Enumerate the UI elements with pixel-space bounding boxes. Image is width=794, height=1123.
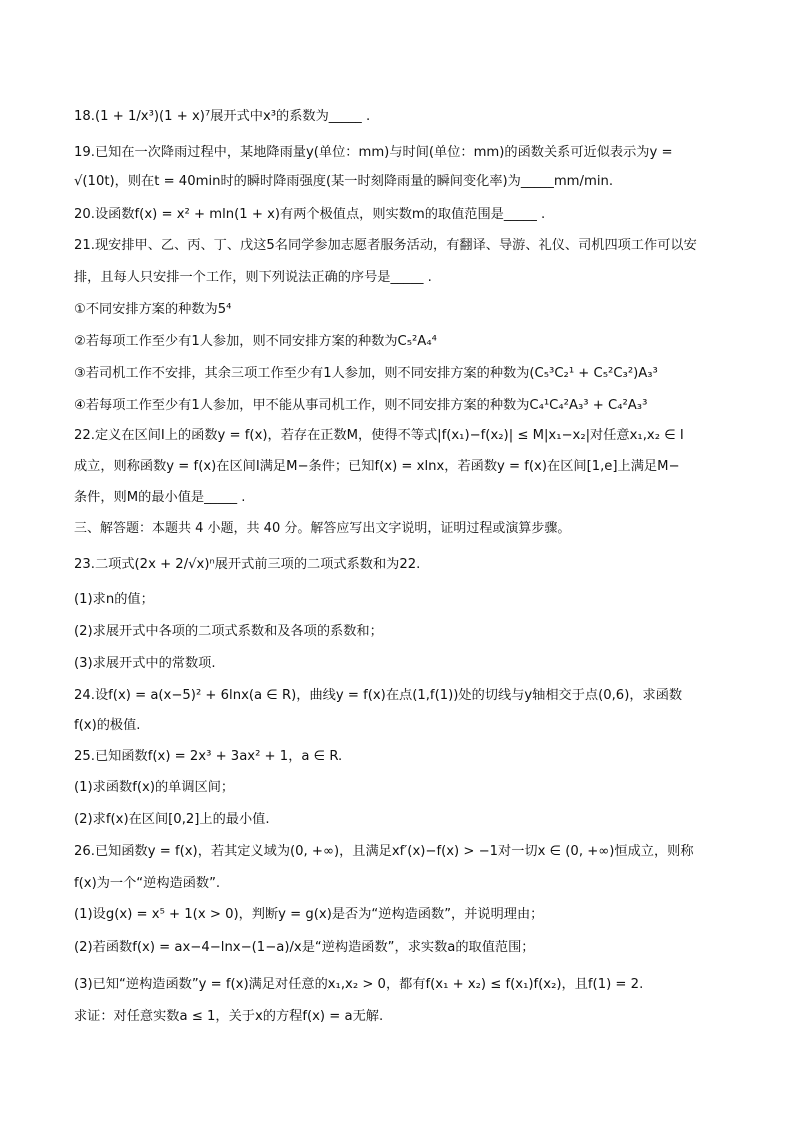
section-heading: 三、解答题：本题共 4 小题，共 40 分。解答应写出文字说明，证明过程或演算步骤。 bbox=[74, 521, 571, 536]
question-22-line-3: 条件，则M的最小值是_____ . bbox=[74, 490, 246, 505]
question-26-line-1: 26.已知函数y = f(x)，若其定义域为(0, +∞)，且满足xf′(x)−f(x) > −1对一切x ∈ (0, +∞)恒成立，则称 bbox=[74, 844, 694, 859]
question-22-line-1: 22.定义在区间I上的函数y = f(x)，若存在正数M，使得不等式|f(x₁)−f(x₂)| ≤ M|x₁−x₂|对任意x₁,x₂ ∈ I bbox=[74, 428, 684, 443]
question-19-line-1: 19.已知在一次降雨过程中，某地降雨量y(单位：mm)与时间(单位：mm)的函数关系可近似表示为y = bbox=[74, 145, 673, 160]
question-18: 18.(1 + 1/x³)(1 + x)⁷展开式中x³的系数为_____ . bbox=[74, 109, 371, 124]
question-24-line-2: f(x)的极值. bbox=[74, 718, 141, 733]
question-26-part-3: (3)已知“逆构造函数”y = f(x)满足对任意的x₁,x₂ > 0，都有f(x₁ + x₂) ≤ f(x₁)f(x₂)，且f(1) = 2. bbox=[74, 977, 644, 992]
question-21-option-1: ①不同安排方案的种数为5⁴ bbox=[74, 302, 232, 317]
question-26-part-1: (1)设g(x) = x⁵ + 1(x > 0)，判断y = g(x)是否为“逆构造函数”，并说明理由； bbox=[74, 907, 544, 922]
question-23-part-1: (1)求n的值； bbox=[74, 592, 154, 607]
question-24-line-1: 24.设f(x) = a(x−5)² + 6lnx(a ∈ R)，曲线y = f(x)在点(1,f(1))处的切线与y轴相交于点(0,6)，求函数 bbox=[74, 688, 683, 703]
question-21-option-4: ④若每项工作至少有1人参加，甲不能从事司机工作，则不同安排方案的种数为C₄¹C₄²A₃³ + C₄²A₃³ bbox=[74, 398, 648, 413]
question-23: 23.二项式(2x + 2/√x)ⁿ展开式前三项的二项式系数和为22. bbox=[74, 557, 421, 572]
question-26-proof: 求证：对任意实数a ≤ 1，关于x的方程f(x) = a无解. bbox=[74, 1009, 384, 1024]
question-20: 20.设函数f(x) = x² + mln(1 + x)有两个极值点，则实数m的取值范围是_____ . bbox=[74, 207, 546, 222]
question-21-option-3: ③若司机工作不安排，其余三项工作至少有1人参加，则不同安排方案的种数为(C₅³C₂¹ + C₅²C₃²)A₃³ bbox=[74, 366, 658, 381]
question-25-part-2: (2)求f(x)在区间[0,2]上的最小值. bbox=[74, 812, 270, 827]
question-23-part-3: (3)求展开式中的常数项. bbox=[74, 656, 216, 671]
question-21-line-1: 21.现安排甲、乙、丙、丁、戊这5名同学参加志愿者服务活动，有翻译、导游、礼仪、司机四项工作可以安 bbox=[74, 238, 697, 253]
question-26-line-2: f(x)为一个“逆构造函数”. bbox=[74, 876, 221, 891]
question-26-part-2: (2)若函数f(x) = ax−4−lnx−(1−a)/x是“逆构造函数”，求实数a的取值范围； bbox=[74, 940, 535, 955]
question-21-option-2: ②若每项工作至少有1人参加，则不同安排方案的种数为C₅²A₄⁴ bbox=[74, 334, 437, 349]
question-22-line-2: 成立，则称函数y = f(x)在区间I满足M−条件；已知f(x) = xlnx，若函数y = f(x)在区间[1,e]上满足M− bbox=[74, 459, 680, 474]
question-25-part-1: (1)求函数f(x)的单调区间； bbox=[74, 780, 235, 795]
question-21-line-2: 排，且每人只安排一个工作，则下列说法正确的序号是_____ . bbox=[74, 270, 432, 285]
question-25: 25.已知函数f(x) = 2x³ + 3ax² + 1，a ∈ R. bbox=[74, 749, 343, 764]
question-19-line-2: √(10t)，则在t = 40min时的瞬时降雨强度(某一时刻降雨量的瞬间变化率)为_____mm/min. bbox=[74, 174, 614, 189]
question-23-part-2: (2)求展开式中各项的二项式系数和及各项的系数和； bbox=[74, 624, 383, 639]
